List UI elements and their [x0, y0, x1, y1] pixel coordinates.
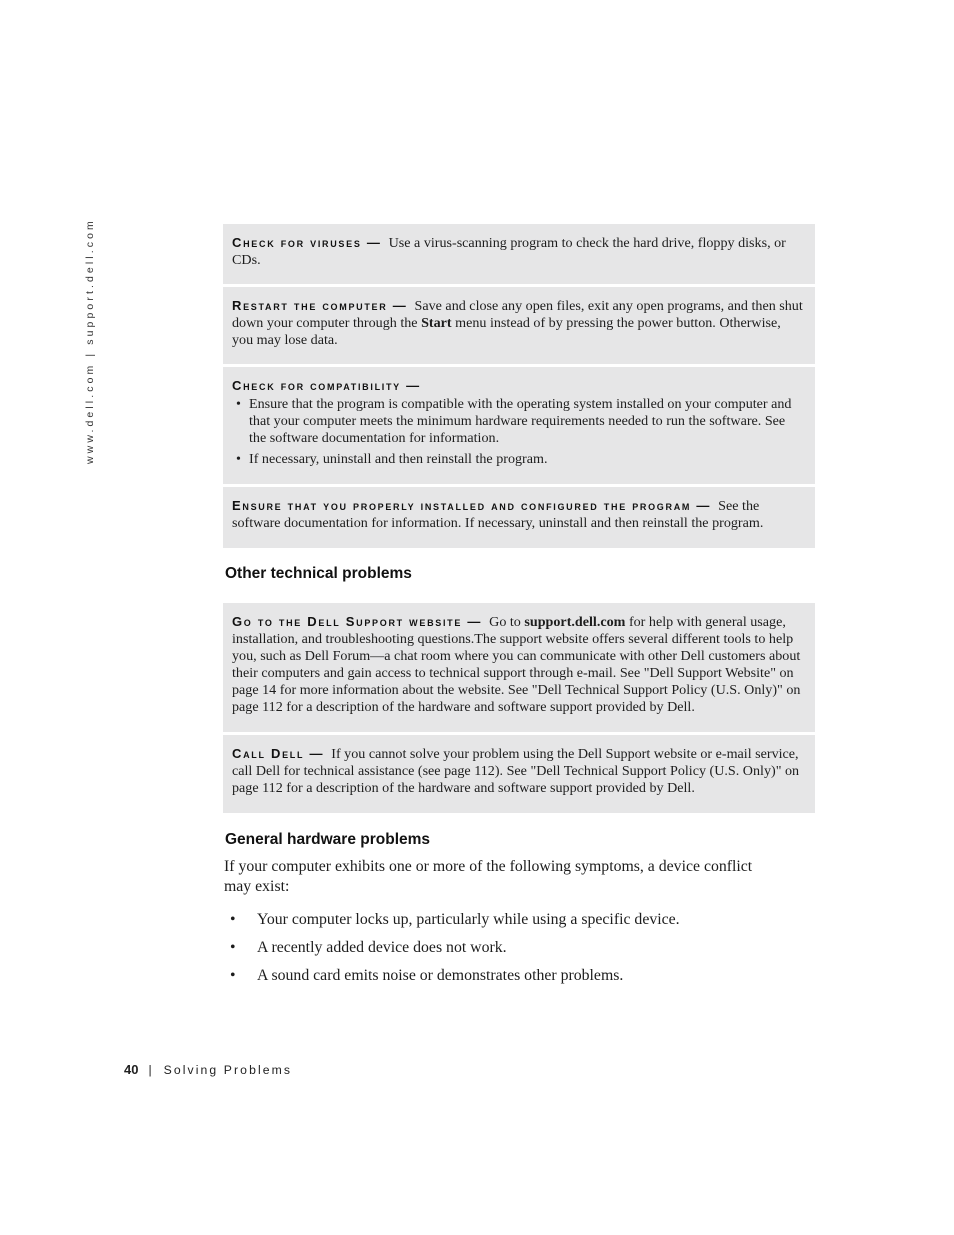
page-footer	[124, 1062, 292, 1077]
tip-lead: Call Dell —	[232, 746, 325, 761]
footer-section-title: Solving Problems	[163, 1063, 293, 1077]
hardware-intro: If your computer exhibits one or more of the following symptoms, a device conflict may exist:	[224, 858, 753, 895]
tip-lead: Check for viruses —	[232, 235, 382, 250]
start-menu-term: Start	[421, 315, 452, 331]
list-item: • Ensure that the program is compatible with the operating system installed on your computer and that your computer meets the minimum hardware requirements needed to run the software. See the software documentation for information.	[232, 396, 805, 447]
tip-box-ensure-installed	[223, 487, 815, 548]
side-url-text: www.dell.com | support.dell.com	[84, 218, 96, 464]
tip-text: for help with general usage, installation, and troubleshooting questions.The support website offers several different tools to help you, such as Dell Forum—a chat room where you can communicate with other Dell customers about their computers and gain access to technical support through e-mail. See "Dell Support Website" on page 14 for more information about the website. See "Dell Technical Support Policy (U.S. Only)" on page 112 for a description of the hardware and software support provided by Dell.	[232, 614, 801, 715]
bullet-icon: •	[230, 911, 236, 928]
tip-text: Go to	[489, 614, 521, 630]
page-number: 40	[124, 1062, 139, 1077]
tip-box-support-website	[223, 603, 815, 732]
support-url-link[interactable]: support.dell.com	[524, 614, 626, 630]
tip-lead: Go to the Dell Support website —	[232, 614, 483, 629]
footer-separator: |	[148, 1063, 152, 1077]
list-item-text: A sound card emits noise or demonstrates other problems.	[257, 967, 624, 984]
list-item	[230, 938, 790, 958]
tip-box-viruses	[223, 224, 815, 284]
compat-list	[232, 396, 805, 468]
section-heading-hardware: General hardware problems	[225, 831, 431, 848]
list-item	[230, 910, 790, 930]
tip-box-restart	[223, 287, 815, 364]
tip-text: Save and close any open files, exit any open programs, and then shut down your computer through the	[232, 298, 803, 331]
bullet-icon: •	[230, 967, 236, 984]
list-item-text: Your computer locks up, particularly while using a specific device.	[257, 911, 680, 928]
tip-box-call-dell	[223, 735, 815, 813]
tip-text: See the software documentation for information. If necessary, uninstall and then reinstall the program.	[232, 498, 764, 531]
tip-text: menu instead of by pressing the power button. Otherwise, you may lose data.	[232, 315, 781, 348]
list-item-text: A recently added device does not work.	[257, 939, 507, 956]
section-heading-other: Other technical problems	[225, 565, 412, 582]
tip-lead: Ensure that you properly installed and configured the program —	[232, 498, 712, 513]
tip-lead: Check for compatibility —	[232, 378, 421, 393]
list-item	[230, 966, 790, 986]
tip-box-compatibility	[223, 367, 815, 484]
tip-text: If you cannot solve your problem using the Dell Support website or e-mail service, call Dell for technical assistance (see page 112). See "Dell Technical Support Policy (U.S. Only)" on page 112 for a description of the hardware and software support provided by Dell.	[232, 746, 800, 796]
list-item: • If necessary, uninstall and then reinstall the program.	[232, 451, 805, 468]
tip-text: Use a virus-scanning program to check the hard drive, floppy disks, or CDs.	[232, 235, 786, 268]
tip-lead: Restart the computer —	[232, 298, 408, 313]
bullet-icon: •	[230, 939, 236, 956]
